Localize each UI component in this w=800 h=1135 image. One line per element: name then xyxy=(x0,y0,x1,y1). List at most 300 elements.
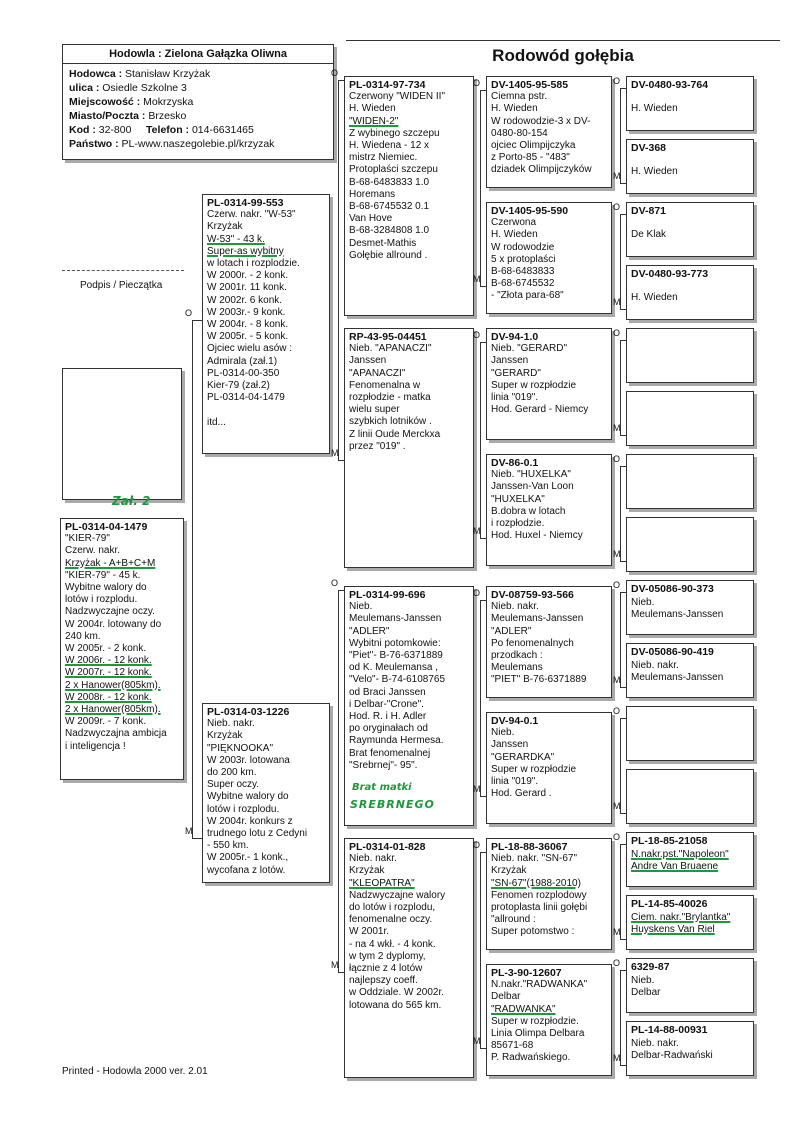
connector-line xyxy=(620,592,626,593)
pigeon-gen5-id: PL-18-85-21058 xyxy=(631,835,708,847)
signature-label: Podpis / Pieczątka xyxy=(80,280,163,291)
pigeon-ff-line: Van Hove xyxy=(349,213,393,225)
pigeon-main-line: i inteligencja ! xyxy=(65,740,126,752)
father-marker: O xyxy=(331,578,339,588)
pigeon-gen4-line: Nieb. "HUXELKA" xyxy=(491,469,571,481)
pigeon-gen5-line: Nieb. xyxy=(631,597,655,609)
kod-value: 32-800 xyxy=(98,124,132,136)
pigeon-gen4-line: - "Złota para-68" xyxy=(491,290,564,302)
pigeon-gen5-line: Nieb. nakr. xyxy=(631,1038,679,1050)
pigeon-gen4-id: DV-08759-93-566 xyxy=(491,589,574,601)
pigeon-mm-id: PL-0314-01-828 xyxy=(349,841,426,853)
pigeon-gen4 xyxy=(486,712,612,824)
pigeon-ff-line: Z wybinego szczepu xyxy=(349,127,440,139)
pigeon-mf-id: PL-0314-99-696 xyxy=(349,589,426,601)
pigeon-fm-line: szybkich lotników . xyxy=(349,416,432,428)
pigeon-ff-line: "WIDEN-2" xyxy=(349,115,399,127)
pigeon-mother-line: Wybitne walory do xyxy=(207,791,289,803)
pigeon-ff-line: H. Wiedena - 12 x xyxy=(349,140,430,152)
miasto-label: Miasto/Poczta : xyxy=(69,110,146,122)
pigeon-gen4-line: dziadek Olimpijczyków xyxy=(491,164,592,176)
pigeon-gen4-line: "RADWANKA" xyxy=(491,1003,556,1015)
connector-line xyxy=(620,970,626,971)
pigeon-gen4-line: H. Wieden xyxy=(491,229,538,241)
kod-label: Kod : xyxy=(69,124,96,136)
pigeon-mother-line: Nieb. nakr. xyxy=(207,718,255,730)
pigeon-father-line: W 2003r.- 9 konk. xyxy=(207,306,286,318)
pigeon-gen5 xyxy=(626,706,754,761)
pigeon-ff-line: Desmet-Mathis xyxy=(349,237,417,249)
pigeon-gen5-line: Andre Van Bruaene xyxy=(631,861,719,873)
pigeon-father-line: Czerw. nakr. "W-53" xyxy=(207,209,296,221)
pigeon-gen4-line: Super w rozpłodzie xyxy=(491,763,577,775)
connector-line xyxy=(620,561,626,562)
pigeon-gen4-line: Hod. Huxel - Niemcy xyxy=(491,530,583,542)
connector-line xyxy=(480,852,486,853)
pigeon-gen4 xyxy=(486,964,612,1076)
father-marker: O xyxy=(185,308,193,318)
pigeon-gen4-line: N.nakr."RADWANKA" xyxy=(491,979,588,991)
pigeon-mother-line: W 2004r. konkurs z xyxy=(207,815,293,827)
connector-line xyxy=(620,340,626,341)
pigeon-fm xyxy=(344,328,474,568)
father-marker: O xyxy=(331,68,339,78)
pigeon-main-line: lotów i rozplodu. xyxy=(65,594,138,606)
pigeon-gen4-line: W rodowodzie xyxy=(491,241,555,253)
pigeon-mm-line: łącznie z 4 lotów xyxy=(349,963,423,975)
pigeon-gen5-line: Delbar-Radwański xyxy=(631,1050,713,1062)
pigeon-mf-line: Wybitni potomkowie: xyxy=(349,637,441,649)
pigeon-gen4-line: Hod. Gerard - Niemcy xyxy=(491,404,589,416)
mother-marker: M xyxy=(613,549,621,559)
pigeon-gen4-line: 5 x protoplaści xyxy=(491,253,556,265)
handwritten-zal-note: Zał. 2 xyxy=(112,494,151,508)
pigeon-ff-line: Gołębie allround . xyxy=(349,249,428,261)
pigeon-gen4 xyxy=(486,328,612,440)
pigeon-mf-line: od Braci Janssen xyxy=(349,686,426,698)
breeder-title: Hodowla : Zielona Gałązka Oliwna xyxy=(63,45,333,64)
pigeon-gen4-id: PL-3-90-12607 xyxy=(491,967,562,979)
pigeon-gen4-line: P. Radwańskiego. xyxy=(491,1052,571,1064)
pigeon-mf-line: od K. Meulemansa , xyxy=(349,662,438,674)
connector-line xyxy=(338,460,344,461)
pigeon-main-line: 2 x Hanower(805km). xyxy=(65,679,161,691)
pigeon-gen5-id: PL-14-88-00931 xyxy=(631,1024,708,1036)
pigeon-gen4-line: Nieb. "GERARD" xyxy=(491,343,568,355)
pigeon-mother-line: wycofana z lotów. xyxy=(207,864,286,876)
pigeon-ff-line: Protoplaści szczepu xyxy=(349,164,438,176)
pigeon-mother-line: W 2005r.- 1 konk., xyxy=(207,852,289,864)
connector-line xyxy=(620,214,621,309)
pigeon-fm-line: wielu super xyxy=(349,404,400,416)
pigeon-mf-line: "Velo"- B-74-6108765 xyxy=(349,674,446,686)
pigeon-mother-line: "PIĘKNOOKA" xyxy=(207,742,274,754)
pigeon-fm-line: Janssen xyxy=(349,355,387,367)
pigeon-father-line xyxy=(207,404,325,416)
pigeon-gen4-line: "allround : xyxy=(491,914,536,926)
connector-line xyxy=(192,320,202,321)
pigeon-father-id: PL-0314-99-553 xyxy=(207,197,284,209)
connector-line xyxy=(338,80,339,460)
pigeon-mm-line: Nadzwyczajne walory xyxy=(349,889,446,901)
connector-line xyxy=(480,852,481,1048)
pigeon-mf-line: Raymunda Hermesa. xyxy=(349,735,444,747)
signature-dashline xyxy=(62,270,184,271)
connector-line xyxy=(620,939,626,940)
pigeon-main-line: Czerw. nakr. xyxy=(65,545,121,557)
pigeon-main-id: PL-0314-04-1479 xyxy=(65,521,148,533)
pigeon-mm-line: lotowana do 565 km. xyxy=(349,999,442,1011)
father-marker: O xyxy=(613,958,621,968)
pigeon-mother-line: - 550 km. xyxy=(207,840,249,852)
pigeon-gen4-line: Hod. Gerard . xyxy=(491,788,552,800)
father-marker: O xyxy=(473,588,481,598)
mother-marker: M xyxy=(613,297,621,307)
pigeon-father-line: Ojciec wielu asów : xyxy=(207,343,293,355)
panstwo-label: Państwo : xyxy=(69,138,119,150)
pigeon-main-line: W 2006r. - 12 konk. xyxy=(65,655,152,667)
pigeon-gen4-id: DV-1405-95-590 xyxy=(491,205,569,217)
connector-line xyxy=(192,838,202,839)
pigeon-mm-line: Krzyżak xyxy=(349,865,385,877)
pigeon-fm-line: "APANACZI" xyxy=(349,367,406,379)
pigeon-mm xyxy=(344,838,474,1078)
connector-line xyxy=(192,320,193,838)
pigeon-gen4-line: linia "019". xyxy=(491,392,539,404)
pigeon-gen4 xyxy=(486,76,612,188)
mother-marker: M xyxy=(473,784,481,794)
pigeon-gen5 xyxy=(626,391,754,446)
pigeon-gen5-line: Ciem. nakr."Brylantka" xyxy=(631,912,731,924)
pigeon-gen4-line: "SN-67"(1988-2010) xyxy=(491,877,581,889)
connector-line xyxy=(620,844,626,845)
hodowca-label: Hodowca : xyxy=(69,68,123,80)
pigeon-gen4-line: H. Wieden xyxy=(491,103,538,115)
pigeon-gen5-line: Nieb. nakr. xyxy=(631,660,679,672)
pigeon-mf-line: i Delbar-"Crone". xyxy=(349,698,424,710)
pigeon-mm-line: fenomenalne oczy. xyxy=(349,914,433,926)
pigeon-gen4-line: ojciec Olimpijczyka xyxy=(491,140,576,152)
connector-line xyxy=(480,796,486,797)
pigeon-gen5 xyxy=(626,643,754,698)
pigeon-mm-line: do lotów i rozplodu, xyxy=(349,902,436,914)
mother-marker: M xyxy=(331,448,339,458)
father-marker: O xyxy=(613,706,621,716)
pigeon-mm-line: w Oddziale. W 2002r. xyxy=(349,987,445,999)
pigeon-father-line: Krzyżak xyxy=(207,221,243,233)
page-title: Rodowód gołębia xyxy=(492,46,634,65)
pigeon-father-line: Super-as wybitny xyxy=(207,245,284,257)
connector-line xyxy=(620,718,626,719)
pigeon-main-line: W 2007r. - 12 konk. xyxy=(65,667,152,679)
pigeon-ff-line: B-68-3284808 1.0 xyxy=(349,225,430,237)
stamp-box xyxy=(62,368,182,500)
pigeon-mf-line: Meulemans-Janssen xyxy=(349,613,442,625)
pigeon-main-line: W 2009r. - 7 konk. xyxy=(65,716,147,728)
pigeon-gen4 xyxy=(486,454,612,566)
pigeon-main-line: W 2005r. - 2 konk. xyxy=(65,643,147,655)
connector-line xyxy=(620,435,626,436)
pigeon-gen4-line: Super w rozpłodzie. xyxy=(491,1015,579,1027)
pigeon-gen4-line: Super w rozpłodzie xyxy=(491,379,577,391)
pigeon-gen4-line: linia "019". xyxy=(491,776,539,788)
pigeon-fm-line: przez "019" . xyxy=(349,440,406,452)
pigeon-mother-line: lotów i rozplodu. xyxy=(207,803,280,815)
pigeon-fm-line: Fenomenalna w xyxy=(349,379,421,391)
pigeon-main-line: 2 x Hanower(805km). xyxy=(65,704,161,716)
pigeon-gen5-id: DV-871 xyxy=(631,205,667,217)
pigeon-gen4-line: B-68-6483833 xyxy=(491,266,555,278)
pigeon-mf-line: "Srebrnej"- 95". xyxy=(349,759,418,771)
connector-line xyxy=(620,592,621,687)
pigeon-father-line: W 2002r. 6 konk. xyxy=(207,294,283,306)
pigeon-gen5 xyxy=(626,265,754,320)
pigeon-gen4-line: "PIET" B-76-6371889 xyxy=(491,674,587,686)
connector-line xyxy=(620,844,621,939)
breeder-info-box xyxy=(62,44,334,160)
connector-line xyxy=(620,970,621,1065)
pigeon-gen4-line: B-68-6745532 xyxy=(491,278,555,290)
connector-line xyxy=(338,972,344,973)
pigeon-mm-line: "KLEOPATRA" xyxy=(349,877,415,889)
pigeon-gen5 xyxy=(626,328,754,383)
hodowca-value: Stanisław Krzyżak xyxy=(125,68,211,80)
connector-line xyxy=(480,90,481,286)
pigeon-gen5-id: 6329-87 xyxy=(631,961,670,973)
ulica-value: Osiedle Szkolne 3 xyxy=(102,82,187,94)
connector-line xyxy=(620,466,621,561)
pigeon-gen4-line: "HUXELKA" xyxy=(491,493,545,505)
mother-marker: M xyxy=(613,1053,621,1063)
pigeon-gen4-line: Meulemans xyxy=(491,662,543,674)
header-rule xyxy=(346,40,780,41)
pigeon-gen4-id: DV-94-1.0 xyxy=(491,331,539,343)
pigeon-gen4-line: Linia Olimpa Delbara xyxy=(491,1028,585,1040)
pigeon-mother xyxy=(202,703,330,883)
panstwo-value: PL-www.naszegolebie.pl/krzyzak xyxy=(121,138,275,150)
pigeon-gen4-line: B.dobra w lotach xyxy=(491,505,566,517)
pigeon-gen5-line: H. Wieden xyxy=(631,292,678,304)
mother-marker: M xyxy=(613,171,621,181)
pigeon-gen4-line: Delbar xyxy=(491,991,521,1003)
pigeon-gen4-line: Meulemans-Janssen xyxy=(491,613,584,625)
connector-line xyxy=(480,342,486,343)
miejscowosc-value: Mokrzyska xyxy=(143,96,194,108)
pigeon-gen4-id: DV-94-0.1 xyxy=(491,715,539,727)
footer-printed: Printed - Hodowla 2000 ver. 2.01 xyxy=(62,1066,208,1077)
pigeon-father-line: W 2001r. 11 konk. xyxy=(207,282,287,294)
mother-marker: M xyxy=(613,801,621,811)
pigeon-gen5-id: DV-0480-93-773 xyxy=(631,268,709,280)
pigeon-gen4-line: Ciemna pstr. xyxy=(491,91,548,103)
connector-line xyxy=(620,88,621,183)
pigeon-gen5-id: PL-14-85-40026 xyxy=(631,898,708,910)
pigeon-mf-line: Hod. R. i H. Adler xyxy=(349,711,427,723)
pigeon-fm-id: RP-43-95-04451 xyxy=(349,331,427,343)
father-marker: O xyxy=(473,840,481,850)
pigeon-main-line: "KIER-79" xyxy=(65,533,110,545)
pigeon-father-line: itd... xyxy=(207,416,226,428)
pigeon-father-line: w lotach i rozplodzie. xyxy=(207,258,300,270)
mother-marker: M xyxy=(185,826,193,836)
pigeon-gen4 xyxy=(486,202,612,314)
connector-line xyxy=(338,590,344,591)
pigeon-gen5-id: DV-0480-93-764 xyxy=(631,79,709,91)
pigeon-mf-line: po oryginałach od xyxy=(349,723,428,735)
connector-line xyxy=(480,286,486,287)
pigeon-fm-line: Nieb. "APANACZI" xyxy=(349,343,432,355)
father-marker: O xyxy=(613,454,621,464)
pigeon-gen4-line: "GERARDKA" xyxy=(491,751,555,763)
pigeon-mf-line: "Piet"- B-76-6371889 xyxy=(349,650,443,662)
pigeon-gen4-line: 85671-68 xyxy=(491,1040,534,1052)
connector-line xyxy=(620,466,626,467)
pigeon-ff-line: H. Wieden xyxy=(349,103,396,115)
pigeon-gen5 xyxy=(626,202,754,257)
pigeon-main xyxy=(60,518,184,780)
pigeon-mother-line: Super oczy. xyxy=(207,779,260,791)
connector-line xyxy=(620,718,621,813)
pigeon-fm-line: Z linii Oude Merckxa xyxy=(349,428,441,440)
pigeon-mf-line: Brat fenomenalnej xyxy=(349,747,431,759)
pigeon-gen4-id: PL-18-88-36067 xyxy=(491,841,568,853)
pigeon-father-line: PL-0314-04-1479 xyxy=(207,392,285,404)
mother-marker: M xyxy=(331,960,339,970)
pigeon-gen5 xyxy=(626,769,754,824)
pigeon-gen4-line: 0480-80-154 xyxy=(491,127,548,139)
pigeon-father xyxy=(202,194,330,454)
pigeon-father-line: Kier-79 (zał.2) xyxy=(207,380,270,392)
pigeon-mm-line: - na 4 wkł. - 4 konk. xyxy=(349,938,436,950)
pigeon-gen5-line: De Klak xyxy=(631,229,667,241)
pigeon-gen5-line: N.nakr.pst."Napoleon" xyxy=(631,849,729,861)
pigeon-gen4-line: Nieb. nakr. xyxy=(491,601,539,613)
pigeon-father-line: W-53" - 43 k. xyxy=(207,233,265,245)
connector-line xyxy=(620,183,626,184)
pigeon-gen5 xyxy=(626,1021,754,1076)
pigeon-gen5-line: Nieb. xyxy=(631,975,655,987)
pigeon-gen5 xyxy=(626,958,754,1013)
connector-line xyxy=(480,600,486,601)
connector-line xyxy=(620,687,626,688)
pigeon-gen5-line: H. Wieden xyxy=(631,166,678,178)
connector-line xyxy=(338,590,339,972)
father-marker: O xyxy=(613,832,621,842)
pigeon-main-line: W 2004r. lotowany do xyxy=(65,618,162,630)
pigeon-ff-id: PL-0314-97-734 xyxy=(349,79,426,91)
pigeon-gen5-line: Meulemans-Janssen xyxy=(631,672,724,684)
pigeon-gen4-line: i rozpłodzie. xyxy=(491,518,545,530)
father-marker: O xyxy=(613,328,621,338)
pigeon-gen5 xyxy=(626,580,754,635)
father-marker: O xyxy=(613,202,621,212)
pigeon-gen4-line: Janssen-Van Loon xyxy=(491,481,574,493)
pigeon-gen4-line: Super potomstwo : xyxy=(491,926,575,938)
pigeon-gen5-line: H. Wieden xyxy=(631,103,678,115)
pigeon-gen4-id: DV-86-0.1 xyxy=(491,457,539,469)
pigeon-main-line: Nadzwyczajna ambicja xyxy=(65,728,167,740)
pigeon-main-line: 240 km. xyxy=(65,630,101,642)
pigeon-gen4-line: "ADLER" xyxy=(491,625,532,637)
pigeon-gen4-line: Po fenomenalnych xyxy=(491,637,574,649)
mother-marker: M xyxy=(473,274,481,284)
father-marker: O xyxy=(613,76,621,86)
pigeon-gen5 xyxy=(626,832,754,887)
pigeon-gen5-id: DV-368 xyxy=(631,142,667,154)
ulica-label: ulica : xyxy=(69,82,100,94)
pigeon-main-line: W 2008r. - 12 konk. xyxy=(65,691,152,703)
pigeon-main-line: "KIER-79" - 45 k. xyxy=(65,569,141,581)
connector-line xyxy=(480,538,486,539)
pigeon-father-line: Admirala (zał.1) xyxy=(207,355,278,367)
pigeon-mm-line: Nieb. nakr. xyxy=(349,853,397,865)
pigeon-father-line: W 2004r. - 8 konk. xyxy=(207,319,289,331)
pigeon-gen4 xyxy=(486,586,612,698)
pigeon-main-line: Wybitne walory do xyxy=(65,582,147,594)
pigeon-mother-line: W 2003r. lotowana xyxy=(207,754,290,766)
pigeon-mf-line: "ADLER" xyxy=(349,625,390,637)
pigeon-father-line: PL-0314-00-350 xyxy=(207,367,280,379)
handwritten-brat-note-2: SREBRNEGO xyxy=(350,798,435,811)
pigeon-gen4-line: "GERARD" xyxy=(491,367,541,379)
miejscowosc-label: Miejscowość : xyxy=(69,96,141,108)
pigeon-gen4-line: Nieb. xyxy=(491,727,515,739)
connector-line xyxy=(620,309,626,310)
connector-line xyxy=(480,600,481,796)
connector-line xyxy=(620,813,626,814)
pigeon-gen4-line: Fenomen rozplodowy xyxy=(491,889,587,901)
pigeon-gen4-line: W rodowodzie-3 x DV- xyxy=(491,115,591,127)
pigeon-fm-line: rozpłodzie - matka xyxy=(349,392,431,404)
mother-marker: M xyxy=(613,927,621,937)
pigeon-mm-line: W 2001r. xyxy=(349,926,390,938)
pigeon-ff-line: Czerwony "WIDEN II" xyxy=(349,91,446,103)
pigeon-gen5-line: Delbar xyxy=(631,987,661,999)
connector-line xyxy=(620,340,621,435)
father-marker: O xyxy=(613,580,621,590)
mother-marker: M xyxy=(473,526,481,536)
pigeon-ff-line: mistrz Niemiec. xyxy=(349,152,418,164)
pigeon-mf-line: Nieb. xyxy=(349,601,373,613)
handwritten-brat-note-1: Brat matki xyxy=(352,782,412,793)
telefon-value: 014-6631465 xyxy=(191,124,254,136)
pigeon-ff-line: Horemans xyxy=(349,188,396,200)
pigeon-gen4-line: Janssen xyxy=(491,355,529,367)
pigeon-ff-line: B-68-6745532 0.1 xyxy=(349,201,430,213)
pigeon-main-line: Krzyżak - A+B+C+M xyxy=(65,557,156,569)
connector-line xyxy=(480,1048,486,1049)
pigeon-mother-line: trudnego lotu z Cedyni xyxy=(207,828,308,840)
telefon-label: Telefon : xyxy=(146,124,190,136)
pigeon-gen4-line: Nieb. nakr. "SN-67" xyxy=(491,853,578,865)
pigeon-mm-line: w tym 2 dyplomy, xyxy=(349,950,426,962)
pigeon-gen4-line: Krzyżak xyxy=(491,865,527,877)
pigeon-gen4 xyxy=(486,838,612,950)
connector-line xyxy=(480,342,481,538)
pigeon-mother-line: do 200 km. xyxy=(207,767,257,779)
pigeon-gen4-line: z Porto-85 - "483" xyxy=(491,152,570,164)
pigeon-father-line: W 2000r. - 2 konk. xyxy=(207,270,289,282)
pigeon-ff xyxy=(344,76,474,316)
pigeon-gen4-id: DV-1405-95-585 xyxy=(491,79,569,91)
pigeon-father-line: W 2005r. - 5 konk. xyxy=(207,331,289,343)
connector-line xyxy=(480,90,486,91)
pigeon-gen5-id: DV-05086-90-373 xyxy=(631,583,714,595)
pigeon-gen4-line: Czerwona xyxy=(491,217,537,229)
pigeon-gen5 xyxy=(626,895,754,950)
pigeon-gen5-line: Meulemans-Janssen xyxy=(631,609,724,621)
pigeon-mother-line: Krzyżak xyxy=(207,730,243,742)
